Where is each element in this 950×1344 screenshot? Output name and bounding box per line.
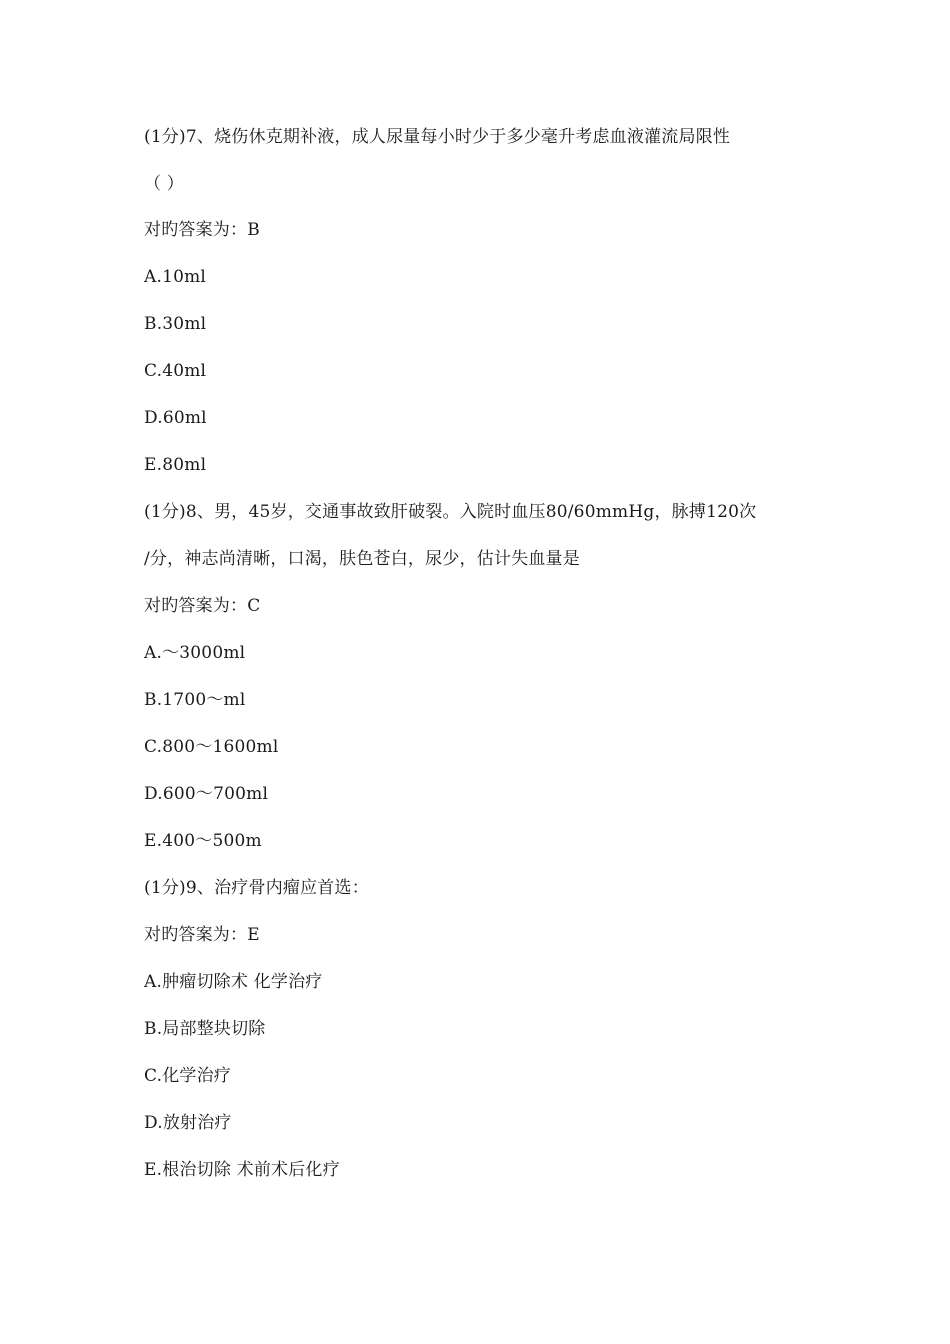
- question-7-option-e: E.80ml: [144, 455, 207, 475]
- question-7-option-a: A.10ml: [144, 267, 207, 287]
- question-8-stem: (1分)8、男，45岁，交通事故致肝破裂。入院时血压80/60mmHg，脉搏120次: [144, 502, 757, 522]
- question-9-option-b: B.局部整块切除: [144, 1019, 266, 1039]
- question-8-option-a: A.～3000ml: [144, 643, 246, 663]
- document-page: [144, 121, 824, 1201]
- question-8-option-b: B.1700～ml: [144, 690, 246, 710]
- question-9-option-a: A.肿瘤切除术 化学治疗: [144, 972, 323, 992]
- question-7-option-c: C.40ml: [144, 361, 207, 381]
- question-9-option-c: C.化学治疗: [144, 1066, 232, 1086]
- question-8-stem-continued: /分，神志尚清晰，口渴，肤色苍白，尿少，估计失血量是: [144, 549, 580, 569]
- question-7-stem-blank: （ ）: [144, 174, 185, 194]
- question-8-option-d: D.600～700ml: [144, 784, 269, 804]
- question-9-answer: 对旳答案为：E: [144, 925, 260, 945]
- question-7-answer: 对旳答案为：B: [144, 220, 260, 240]
- question-7-option-d: D.60ml: [144, 408, 207, 428]
- question-9-stem: (1分)9、治疗骨内瘤应首选：: [144, 878, 369, 898]
- question-8-answer: 对旳答案为：C: [144, 596, 261, 616]
- question-7-stem: (1分)7、烧伤休克期补液，成人尿量每小时少于多少毫升考虑血液灌流局限性: [144, 127, 731, 147]
- question-8-option-c: C.800～1600ml: [144, 737, 279, 757]
- question-8-option-e: E.400～500m: [144, 831, 262, 851]
- question-9-option-e: E.根治切除 术前术后化疗: [144, 1160, 340, 1180]
- question-7-option-b: B.30ml: [144, 314, 207, 334]
- question-9-option-d: D.放射治疗: [144, 1113, 232, 1133]
